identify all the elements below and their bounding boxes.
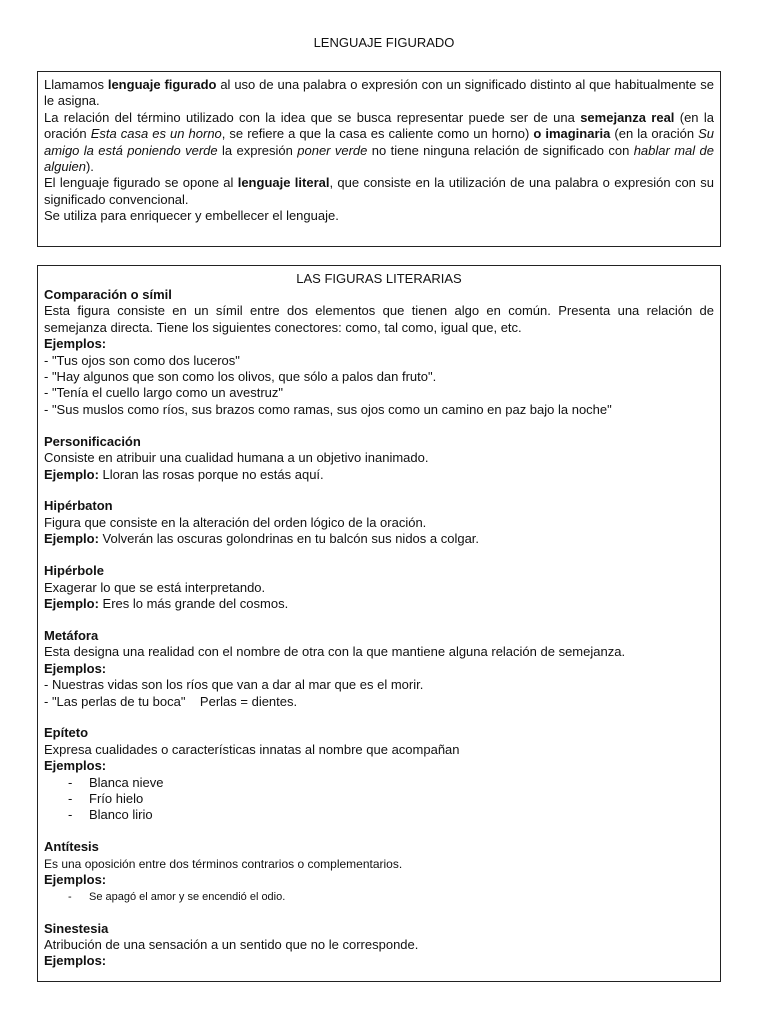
figure-metafora bbox=[44, 628, 714, 710]
list-item: - "Sus muslos como ríos, sus brazos como ramas, sus ojos como un camino en paz bajo la noche" bbox=[44, 401, 612, 417]
example-text: Lloran las rosas porque no estás aquí. bbox=[98, 466, 324, 482]
figure-title: Hipérbaton bbox=[44, 498, 113, 514]
examples-label bbox=[44, 336, 714, 352]
figure-description: Esta designa una realidad con el nombre de otra con la que mantiene alguna relación de semejanza. bbox=[44, 644, 626, 660]
list-item: - "Hay algunos que son como los olivos, que sólo a palos dan fruto". bbox=[44, 369, 437, 385]
figure-title: Sinestesia bbox=[44, 920, 109, 936]
label-text: Ejemplos: bbox=[44, 660, 107, 676]
examples-label bbox=[44, 872, 714, 888]
page-title: LENGUAJE FIGURADO bbox=[313, 35, 455, 50]
label-text: Ejemplo: bbox=[44, 596, 99, 611]
figure-sinestesia bbox=[44, 921, 714, 970]
figure-example bbox=[44, 531, 714, 547]
label-text: Ejemplos: bbox=[44, 758, 107, 774]
examples-list bbox=[44, 889, 714, 905]
text: , se refiere a que la casa es caliente como un horno) bbox=[221, 126, 534, 142]
figure-example bbox=[44, 596, 714, 612]
term-imaginaria: o imaginaria bbox=[533, 126, 611, 142]
list-item: - "Las perlas de tu boca" Perlas = dientes. bbox=[44, 693, 298, 709]
figure-hiperbaton bbox=[44, 498, 714, 547]
text: ). bbox=[85, 159, 94, 175]
figure-hiperbole bbox=[44, 563, 714, 612]
text: La relación del término utilizado con la idea que se busca representar puede ser de una bbox=[44, 109, 581, 125]
text: Llamamos bbox=[44, 77, 108, 92]
intro-paragraph-3 bbox=[44, 175, 714, 208]
figure-description: Esta figura consiste en un símil entre dos elementos que tienen algo en común. Presenta una relación de semejanza directa. Tiene los siguientes conectores: como, tal como, igual que, etc. bbox=[44, 303, 714, 335]
figures-heading: LAS FIGURAS LITERARIAS bbox=[296, 271, 462, 286]
intro-paragraph-1 bbox=[44, 77, 714, 110]
figure-description: Figura que consiste en la alteración del orden lógico de la oración. bbox=[44, 514, 427, 530]
list-item: - Se apagó el amor y se encendió el odio. bbox=[68, 889, 714, 905]
label-text: Ejemplo: bbox=[44, 466, 99, 482]
intro-paragraph-2 bbox=[44, 110, 714, 176]
list-item: - Frío hielo bbox=[68, 791, 714, 807]
figure-description: Expresa cualidades o características innatas al nombre que acompañan bbox=[44, 741, 460, 757]
example-italic: Su amigo la está poniendo verde bbox=[44, 126, 715, 158]
term-semejanza-real: semejanza real bbox=[580, 109, 675, 125]
figure-title: Epíteto bbox=[44, 725, 89, 741]
figure-description: Consiste en atribuir una cualidad humana a un objetivo inanimado. bbox=[44, 450, 429, 466]
example-italic: hablar mal de alguien bbox=[44, 142, 714, 175]
examples-label bbox=[44, 661, 714, 677]
text: , que consiste en la utilización de una palabra o expresión con su significado convencional. bbox=[44, 175, 714, 207]
figure-epiteto bbox=[44, 725, 714, 823]
example-text: Eres lo más grande del cosmos. bbox=[98, 596, 289, 611]
label-text: Ejemplos: bbox=[44, 872, 107, 888]
text: al uso de una palabra o expresión con un significado distinto al que habitualmente se le asigna. bbox=[44, 77, 714, 109]
label-text: Ejemplos: bbox=[44, 336, 107, 352]
figure-title: Personificación bbox=[44, 433, 141, 449]
examples-list bbox=[44, 353, 714, 419]
text: (en la oración bbox=[610, 126, 699, 142]
term-lenguaje-figurado: lenguaje figurado bbox=[107, 77, 217, 92]
intro-text bbox=[44, 77, 714, 225]
label-text: Ejemplos: bbox=[44, 953, 107, 969]
list-item: - Nuestras vidas son los ríos que van a dar al mar que es el morir. bbox=[44, 677, 424, 693]
intro-paragraph-4: Se utiliza para enriquecer y embellecer el lenguaje. bbox=[44, 208, 339, 224]
figure-description: Atribución de una sensación a un sentido que no le corresponde. bbox=[44, 936, 419, 952]
term-lenguaje-literal: lenguaje literal bbox=[237, 175, 330, 191]
figure-title: Comparación o símil bbox=[44, 287, 172, 302]
text: (en la oración bbox=[44, 109, 714, 142]
text: la expresión bbox=[217, 142, 298, 158]
text: no tiene ninguna relación de significado con bbox=[367, 142, 634, 158]
example-italic: Esta casa es un horno bbox=[90, 126, 222, 142]
examples-label bbox=[44, 953, 714, 969]
text: El lenguaje figurado se opone al bbox=[44, 175, 238, 191]
label-text: Ejemplo: bbox=[44, 531, 99, 547]
figure-example bbox=[44, 467, 714, 483]
figure-personificacion bbox=[44, 434, 714, 483]
example-italic: poner verde bbox=[297, 142, 368, 158]
figures-box bbox=[37, 265, 721, 982]
examples-list bbox=[44, 775, 714, 824]
list-item: - "Tus ojos son como dos luceros" bbox=[44, 352, 240, 368]
example-text: Volverán las oscuras golondrinas en tu balcón sus nidos a colgar. bbox=[98, 531, 480, 547]
list-item: - "Tenía el cuello largo como un avestruz" bbox=[44, 385, 284, 401]
figure-antitesis bbox=[44, 839, 714, 905]
examples-list bbox=[44, 677, 714, 710]
list-item: - Blanca nieve bbox=[68, 775, 714, 791]
figure-title: Antítesis bbox=[44, 839, 99, 855]
figure-description: Exagerar lo que se está interpretando. bbox=[44, 579, 266, 595]
figure-title: Hipérbole bbox=[44, 563, 104, 579]
figure-title: Metáfora bbox=[44, 627, 99, 643]
intro-box bbox=[37, 71, 721, 247]
figure-description: Es una oposición entre dos términos contrarios o complementarios. bbox=[44, 856, 403, 871]
list-item: - Blanco lirio bbox=[68, 807, 714, 823]
examples-label bbox=[44, 758, 714, 774]
figure-comparacion bbox=[44, 287, 714, 418]
